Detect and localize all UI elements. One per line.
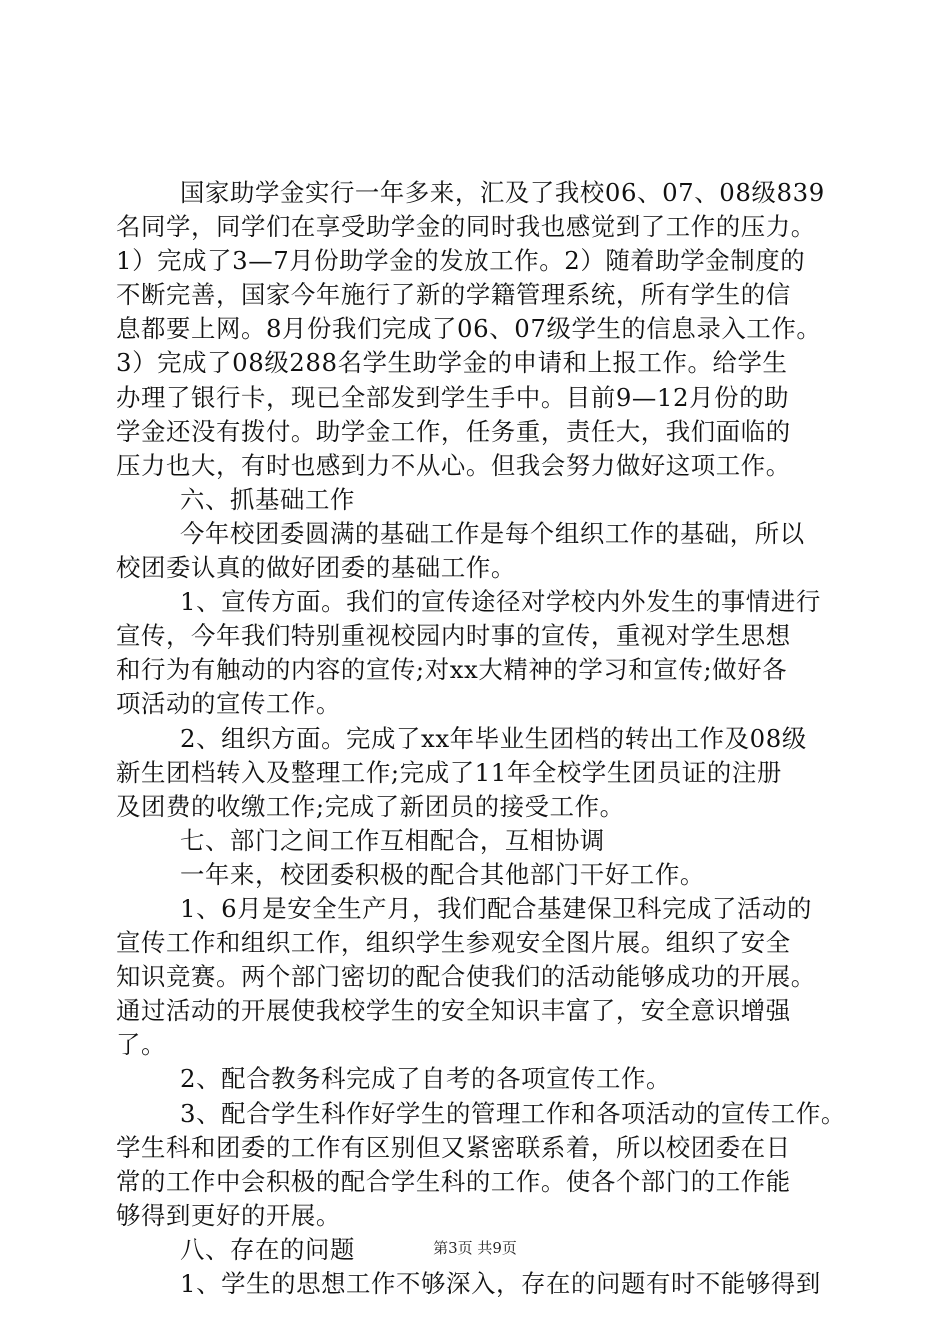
text-line: 学生科和团委的工作有区别但又紧密联系着，所以校团委在日 xyxy=(116,1132,791,1162)
text-line: 办理了银行卡，现已全部发到学生手中。目前9—12月份的助 xyxy=(116,382,790,412)
text-line: 知识竞赛。两个部门密切的配合使我们的活动能够成功的开展。 xyxy=(116,962,816,992)
text-line: 1、6月是安全生产月，我们配合基建保卫科完成了活动的 xyxy=(180,893,813,923)
text-line: 3）完成了08级288名学生助学金的申请和上报工作。给学生 xyxy=(116,348,788,378)
text-line: 六、抓基础工作 xyxy=(180,484,355,514)
text-line: 今年校团委圆满的基础工作是每个组织工作的基础，所以 xyxy=(180,518,805,548)
text-line: 八、存在的问题 xyxy=(180,1234,355,1264)
text-line: 够得到更好的开展。 xyxy=(116,1200,341,1230)
text-line: 1、宣传方面。我们的宣传途径对学校内外发生的事情进行 xyxy=(180,587,821,617)
text-line: 国家助学金实行一年多来，汇及了我校06、07、08级839 xyxy=(180,178,825,207)
text-line: 1）完成了3—7月份助学金的发放工作。2）随着助学金制度的 xyxy=(116,246,806,276)
text-line: 一年来，校团委积极的配合其他部门干好工作。 xyxy=(180,859,705,889)
text-line: 了。 xyxy=(116,1030,166,1060)
document-body xyxy=(116,176,846,1301)
text-line: 校团委认真的做好团委的基础工作。 xyxy=(116,553,516,583)
text-line: 项活动的宣传工作。 xyxy=(116,689,341,719)
page-number-footer: 第3页 共9页 xyxy=(433,1239,517,1257)
text-line: 学金还没有拨付。助学金工作，任务重，责任大，我们面临的 xyxy=(116,416,791,446)
text-line: 2、配合教务科完成了自考的各项宣传工作。 xyxy=(180,1064,671,1094)
text-line: 七、部门之间工作互相配合，互相协调 xyxy=(180,825,605,855)
text-line: 通过活动的开展使我校学生的安全知识丰富了，安全意识增强 xyxy=(116,996,791,1026)
text-line: 息都要上网。8月份我们完成了06、07级学生的信息录入工作。 xyxy=(116,314,822,344)
text-line: 压力也大，有时也感到力不从心。但我会努力做好这项工作。 xyxy=(116,450,791,480)
text-line: 3、配合学生科作好学生的管理工作和各项活动的宣传工作。 xyxy=(180,1098,846,1128)
text-line: 新生团档转入及整理工作;完成了11年全校学生团员证的注册 xyxy=(116,757,782,787)
text-line: 名同学，同学们在享受助学金的同时我也感觉到了工作的压力。 xyxy=(116,212,816,242)
text-line: 和行为有触动的内容的宣传;对xx大精神的学习和宣传;做好各 xyxy=(116,655,788,685)
text-line: 常的工作中会积极的配合学生科的工作。使各个部门的工作能 xyxy=(116,1166,791,1196)
text-line: 2、组织方面。完成了xx年毕业生团档的转出工作及08级 xyxy=(180,723,807,753)
text-line: 及团费的收缴工作;完成了新团员的接受工作。 xyxy=(116,791,625,821)
text-line: 宣传，今年我们特别重视校园内时事的宣传，重视对学生思想 xyxy=(116,621,791,651)
text-line: 1、学生的思想工作不够深入，存在的问题有时不能够得到 xyxy=(180,1269,821,1298)
text-line: 不断完善，国家今年施行了新的学籍管理系统，所有学生的信 xyxy=(116,280,791,310)
text-line: 宣传工作和组织工作，组织学生参观安全图片展。组织了安全 xyxy=(116,928,791,958)
